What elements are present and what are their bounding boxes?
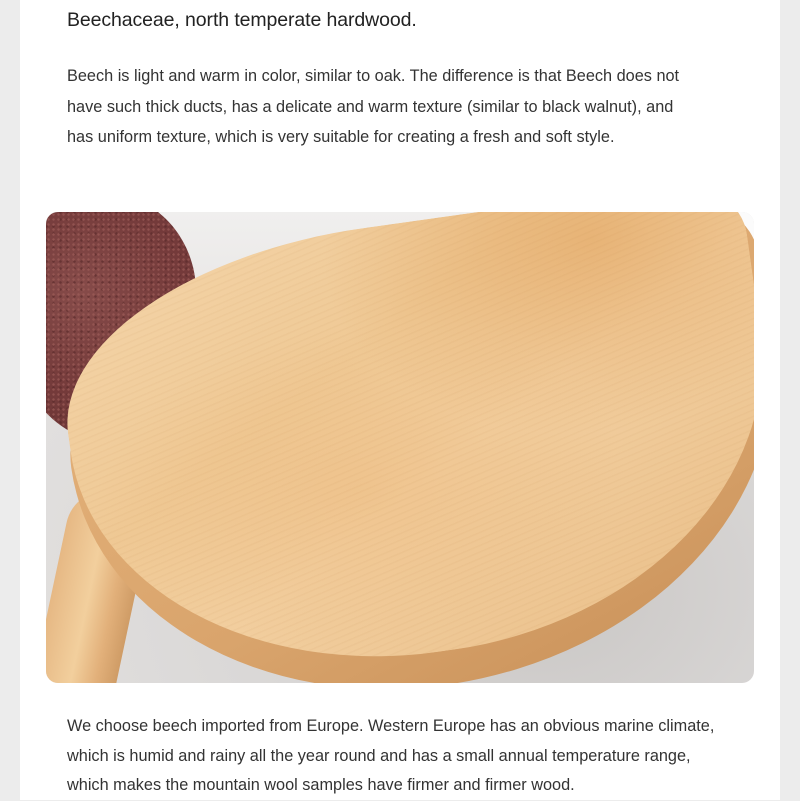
intro-paragraph <box>67 61 767 153</box>
intro-line: Beech is light and warm in color, similar to oak. The difference is that Beech does not <box>67 67 680 85</box>
intro-line: has uniform texture, which is very suitable for creating a fresh and soft style. <box>67 128 615 146</box>
origin-line: which makes the mountain wool samples have firmer and firmer wood. <box>67 776 575 794</box>
product-photo-beech-stool <box>46 212 754 683</box>
intro-line: have such thick ducts, has a delicate and warm texture (similar to black walnut), and <box>67 97 674 116</box>
origin-paragraph <box>67 712 767 801</box>
section-title: Beechaceae, north temperate hardwood. <box>67 9 417 31</box>
origin-line: We choose beech imported from Europe. Western Europe has an obvious marine climate, <box>67 717 715 735</box>
origin-line: which is humid and rainy all the year round and has a small annual temperature range, <box>67 746 691 765</box>
